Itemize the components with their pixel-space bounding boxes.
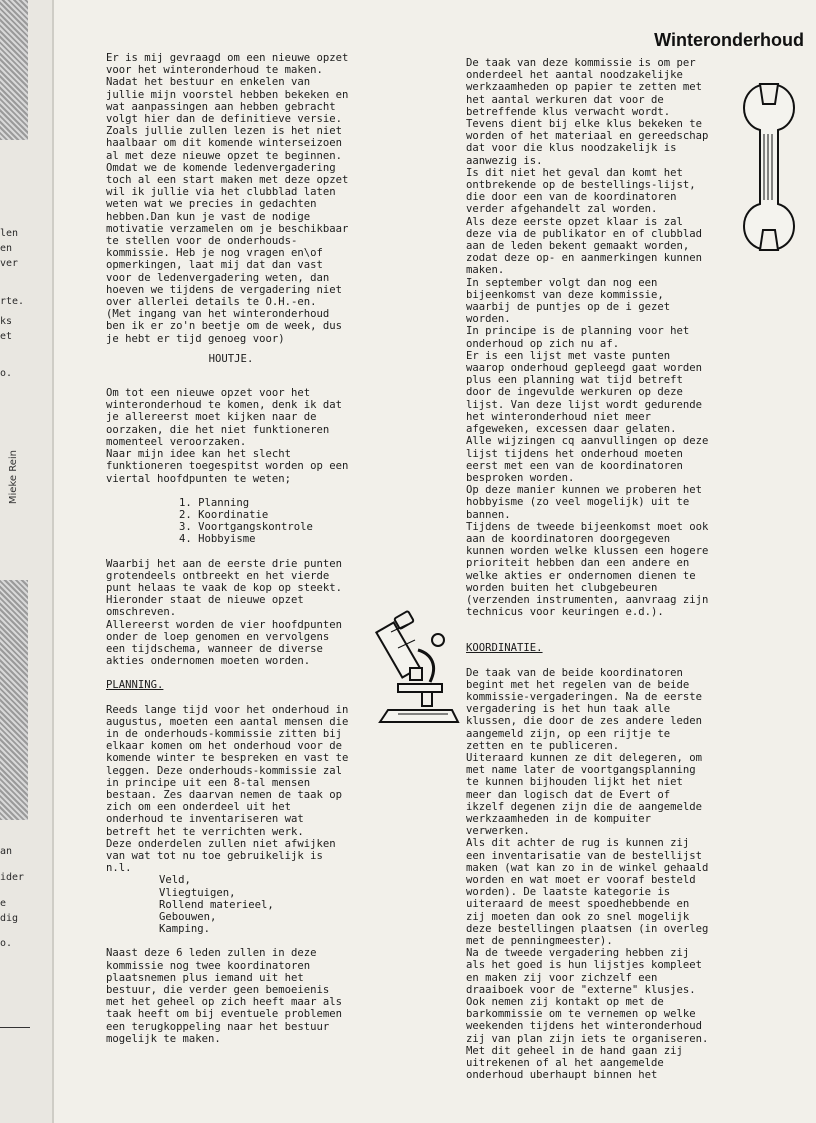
adjacent-page-margin (0, 0, 54, 1123)
text-line: haalbaar om dit komende winterseizoen (106, 137, 342, 150)
text-line: kunnen worden welke klussen een hogere (466, 545, 709, 558)
margin-rule (0, 1027, 30, 1028)
text-line: Er is een lijst met vaste punten (466, 349, 671, 362)
text-line: aangemeld zijn, op een rijtje te (466, 727, 671, 740)
koordinatie-paragraph (466, 667, 746, 1082)
text-line: betreffende klus verwacht wordt. (466, 105, 671, 118)
text-line: In principe is de planning voor het (466, 325, 690, 338)
onderdelen-list (159, 874, 356, 935)
text-line: Er is mij gevraagd om een nieuwe opzet (106, 52, 349, 64)
list-item: 4. Hobbyisme (179, 533, 256, 546)
list-item: Vliegtuigen, (159, 886, 236, 899)
text-line: Met dit geheel in de hand gaan zij (466, 1044, 683, 1057)
margin-fragment: en (0, 243, 13, 254)
text-line: De taak van de beide koordinatoren (466, 666, 683, 679)
text-line: Tijdens de tweede bijeenkomst moet ook (466, 520, 709, 533)
text-line: worden en wat moet er vooraf besteld (466, 874, 696, 886)
numbered-list (179, 497, 356, 546)
text-line: met de penningmeester). (466, 935, 613, 948)
text-line: Tevens dient bij elke klus bekeken te (466, 118, 702, 131)
list-item: Rollend materieel, (159, 898, 274, 911)
text-line: barkommissie om te vernemen op welke (466, 1008, 696, 1021)
text-line: Om tot een nieuwe opzet voor het (106, 387, 311, 400)
text-line: onderdeel het aantal noodzakelijke (466, 69, 683, 82)
text-line: bannen. (466, 508, 511, 521)
text-line: zetten en te publiceren. (466, 739, 620, 752)
margin-fragment: o. (0, 368, 13, 379)
text-line: (Met ingang van het winteronderhoud (106, 308, 330, 321)
text-line: Uiteraard kunnen ze dit delegeren, om (466, 751, 702, 764)
text-line: worden. (466, 313, 511, 326)
text-line: aan de koordinatoren doorgegeven (466, 532, 671, 545)
text-line: ontbrekende op de bestellings-lijst, (466, 179, 696, 192)
text-line: maken (wat kan zo in de winkel gehaald (466, 861, 709, 874)
text-line: wat aanpassingen aan hebben gebracht (106, 100, 336, 113)
text-line: onderhoud uberhaupt binnen het (466, 1069, 658, 1082)
text-line: lijst. Van deze lijst wordt gedurende (466, 398, 702, 411)
margin-fragment: o. (0, 938, 13, 949)
closing-paragraph (106, 947, 356, 1045)
text-line: waarbij de puntjes op de i gezet (466, 301, 671, 314)
text-line: Reeds lange tijd voor het onderhoud in (106, 703, 349, 716)
text-line: akties ondernomen moeten worden. (106, 655, 311, 668)
text-line: kommissie-vergaderingen. Na de eerste (466, 690, 702, 703)
text-line: Waarbij het aan de eerste drie punten (106, 557, 342, 570)
text-line: Ook nemen zij kontakt op met de (466, 996, 664, 1009)
wrench-icon (738, 82, 800, 252)
text-line: Op deze manier kunnen we proberen het (466, 484, 702, 497)
text-line: zodat deze op- en aanmerkingen kunnen (466, 252, 702, 265)
text-line: aan de leden bekent gemaakt worden, (466, 240, 690, 253)
text-line: prioriteit hebben dan een andere en (466, 557, 690, 570)
text-line: lijst tijdens het onderhoud moeten (466, 447, 683, 460)
margin-fragment: rte. (0, 296, 25, 307)
text-line: komende winter te bespreken en vast te (106, 752, 349, 765)
text-line: te kunnen bijhouden lijkt het niet (466, 776, 683, 789)
section-heading-planning: PLANNING. (106, 679, 164, 692)
text-line: Zoals jullie zullen lezen is het niet (106, 125, 342, 138)
text-line: worden). De laatste kategorie is (466, 886, 671, 899)
text-line: hobbyisme (zo veel mogelijk) uit te (466, 496, 690, 509)
text-line: Naar mijn idee kan het slecht (106, 448, 291, 461)
text-line: hebben.Dan kun je vast de nodige (106, 210, 311, 223)
margin-vertical-name: Mieke Rein (8, 450, 19, 505)
text-line: n.l. (106, 862, 132, 875)
text-line: je allereerst moet kijken naar de (106, 411, 317, 424)
text-line: je hebt er tijd genoeg voor) (106, 332, 285, 345)
text-line: kommissie nog twee koordinatoren (106, 959, 311, 972)
text-line: augustus, moeten een aantal mensen die (106, 715, 349, 728)
text-line: Na de tweede vergadering hebben zij (466, 947, 690, 960)
text-line: het winteronderhoud niet meer (466, 410, 651, 423)
list-item: Veld, (159, 874, 191, 887)
margin-fragment: an (0, 846, 13, 857)
list-item: Kamping. (159, 923, 211, 936)
text-line: punt helaas te vaak de kop op steekt. (106, 581, 342, 594)
list-item: 3. Voortgangskontrole (179, 521, 313, 534)
microscope-icon (358, 610, 464, 728)
text-line: betreft het te verrichten werk. (106, 825, 304, 838)
text-line: weten wat we precies in gedachten (106, 198, 317, 211)
text-line: zij van plan zijn iets te organiseren. (466, 1032, 709, 1045)
text-line: voor het winteronderhoud te maken. (106, 64, 323, 77)
text-line: grotendeels ontbreekt en het vierde (106, 569, 330, 582)
text-line: bestuur, die verder geen bemoeienis (106, 984, 330, 997)
text-line: als het goed is hun lijstjes kompleet (466, 959, 702, 972)
text-line: Deze onderdelen zullen niet afwijken (106, 837, 336, 850)
left-column (106, 52, 356, 1045)
text-line: besproken worden. (466, 471, 575, 484)
text-line: zich om een onderdeel uit het (106, 801, 291, 814)
text-line: zij moeten dan ook zo snel mogelijk (466, 910, 690, 923)
text-line: mogelijk te maken. (106, 1032, 221, 1045)
text-line: bestaan. Zes daarvan nemen de taak op (106, 788, 342, 801)
text-line: elkaar komen om het onderhoud voor de (106, 740, 342, 753)
text-line: klussen, die door de zes andere leden (466, 715, 702, 728)
text-line: Als dit achter de rug is kunnen zij (466, 837, 690, 850)
text-line: hoeven we tijdens de vergadering niet (106, 283, 342, 296)
margin-fragment: ider (0, 872, 25, 883)
list-item: 2. Koordinatie (179, 508, 269, 521)
text-line: plus een planning wat tijd betreft (466, 374, 683, 387)
margin-fragment: et (0, 331, 13, 342)
section-heading-koordinatie: KOORDINATIE. (466, 642, 543, 655)
text-line: oorzaken, die het niet funktioneren (106, 423, 330, 436)
text-line: eerst met een van de koordinatoren (466, 459, 683, 472)
text-line: van wat tot nu toe gebruikelijk is (106, 849, 323, 862)
text-line: onderhoud op zich nu af. (466, 337, 620, 350)
text-line: kommissie. Heb je nog vragen en\of (106, 247, 323, 260)
text-line: deze via de publikator en of clubblad (466, 227, 702, 240)
margin-fragment: ks (0, 316, 13, 327)
text-line: Alle wijzingen cq aanvullingen op deze (466, 435, 709, 448)
text-line: ikzelf degenen zijn die de aangemelde (466, 800, 702, 813)
page-title: Winteronderhoud (654, 30, 804, 50)
text-line: een terugkoppeling naar het bestuur (106, 1020, 330, 1033)
text-line: deze bestellingen plaatsen (in overleg (466, 922, 709, 935)
text-line: over allerlei details te O.H.-en. (106, 296, 317, 309)
text-line: plaatsnemen plus iemand uit het (106, 971, 304, 984)
text-line: het aantal werkuren dat voor de (466, 93, 664, 106)
text-line: een inventarisatie van de bestellijst (466, 849, 702, 862)
text-line: Omdat we de komende ledenvergadering (106, 161, 336, 174)
text-line: waarop onderhoud gepleegd gaat worden (466, 362, 702, 375)
text-line: verwerken. (466, 825, 530, 838)
text-line: werkzaamheden in de kompuiter (466, 812, 651, 825)
text-line: technicus voor keuringen e.d.). (466, 606, 664, 619)
text-line: opmerkingen, laat mij dat dan vast (106, 259, 323, 272)
text-line: in principe uit een 8-tal mensen (106, 776, 311, 789)
margin-fragment: len (0, 228, 19, 239)
text-line: funktioneren toegespitst worden op een (106, 460, 349, 473)
text-line: jullie mijn voorstel hebben bekeken en (106, 88, 349, 101)
text-line: in de onderhouds-kommissie zitten bij (106, 727, 342, 740)
margin-fragment: dig (0, 913, 19, 924)
text-line: vergadering is het hun taak alle (466, 703, 671, 716)
margin-fragment: ver (0, 258, 19, 269)
author-signature: HOUTJE. (208, 352, 254, 365)
text-line: ben ik er zo'n beetje om de week, dus (106, 320, 342, 333)
text-line: uitrekenen of al het aangemelde (466, 1057, 664, 1070)
text-line: taak heeft om bij eventuele problemen (106, 1008, 342, 1021)
adjacent-page-photo (0, 580, 28, 820)
intro-paragraph (106, 52, 356, 345)
text-line: winteronderhoud te komen, denk ik dat (106, 399, 342, 412)
text-line: maken. (466, 264, 505, 277)
text-line: Naast deze 6 leden zullen in deze (106, 947, 317, 960)
right-column (466, 57, 746, 1081)
text-line: De taak van deze kommissie is om per (466, 57, 696, 69)
text-line: Allereerst worden de vier hoofdpunten (106, 618, 342, 631)
text-line: Nadat het bestuur en enkelen van (106, 76, 311, 89)
text-line: aanwezig is. (466, 154, 543, 167)
text-line: onder de loep genomen en vervolgens (106, 630, 330, 643)
text-line: worden of het materiaal en gereedschap (466, 130, 709, 143)
text-line: omschreven. (106, 606, 177, 619)
text-line: motivatie verzamelen om je beschikbaar (106, 222, 349, 235)
text-line: werkzaamheden op papier te zetten met (466, 81, 702, 94)
text-line: begint met het regelen van de beide (466, 678, 690, 691)
paragraph (106, 387, 356, 485)
text-line: met name later de voortgangsplanning (466, 764, 696, 777)
text-line: Hieronder staat de nieuwe opzet (106, 594, 304, 607)
text-line: uiteraard de meest spoedhebbende en (466, 898, 690, 911)
adjacent-page-photo (0, 0, 28, 140)
text-line: wil ik jullie via het clubblad laten (106, 186, 336, 199)
text-line: verder afgehandelt zal worden. (466, 203, 658, 216)
text-line: en maken zij voor zichzelf een (466, 971, 658, 984)
text-line: door de ingevulde werkuren op deze (466, 386, 683, 399)
text-line: volgt hier dan de definitieve versie. (106, 113, 342, 126)
text-line: met het geheel op zich heeft maar als (106, 996, 342, 1009)
text-line: viertal hoofdpunten te weten; (106, 472, 291, 485)
text-line: bijeenkomst van deze kommissie, (466, 288, 664, 301)
text-line: leggen. Deze onderhouds-kommissie zal (106, 764, 342, 777)
text-line: welke akties er ondernomen dienen te (466, 569, 696, 582)
margin-fragment: e (0, 898, 7, 909)
text-line: te stellen voor de onderhouds- (106, 235, 298, 248)
text-line: dat voor die klus noodzakelijk is (466, 142, 677, 155)
text-line: toch al een start maken met deze opzet (106, 174, 349, 187)
text-line: Is dit niet het geval dan komt het (466, 166, 683, 179)
text-line: momenteel veroorzaken. (106, 435, 247, 448)
text-line: onderhoud te inventariseren wat (106, 813, 304, 826)
text-line: draaiboek voor de "externe" klusjes. (466, 983, 696, 996)
planning-paragraph (106, 704, 356, 875)
text-line: een tijdschema, wanneer de diverse (106, 642, 323, 655)
kommissie-paragraph (466, 57, 746, 618)
text-line: In september volgt dan nog een (466, 276, 658, 289)
text-line: afgeweken, excessen daar gelaten. (466, 423, 677, 436)
text-line: die door een van de koordinatoren (466, 191, 677, 204)
text-line: voor de ledenvergadering weten, dan (106, 271, 330, 284)
text-line: (verzenden instrumenten, aanvraag zijn (466, 593, 709, 606)
text-line: al met deze nieuwe opzet te beginnen. (106, 149, 342, 162)
text-line: Als deze eerste opzet klaar is zal (466, 215, 683, 228)
text-line: weekenden tijdens het winteronderhoud (466, 1020, 702, 1033)
list-item: Gebouwen, (159, 911, 217, 923)
paragraph (106, 558, 356, 668)
text-line: meer dan logisch dat de Evert of (466, 788, 671, 801)
text-line: worden buiten het clubgebeuren (466, 581, 658, 594)
list-item: 1. Planning (179, 496, 250, 509)
